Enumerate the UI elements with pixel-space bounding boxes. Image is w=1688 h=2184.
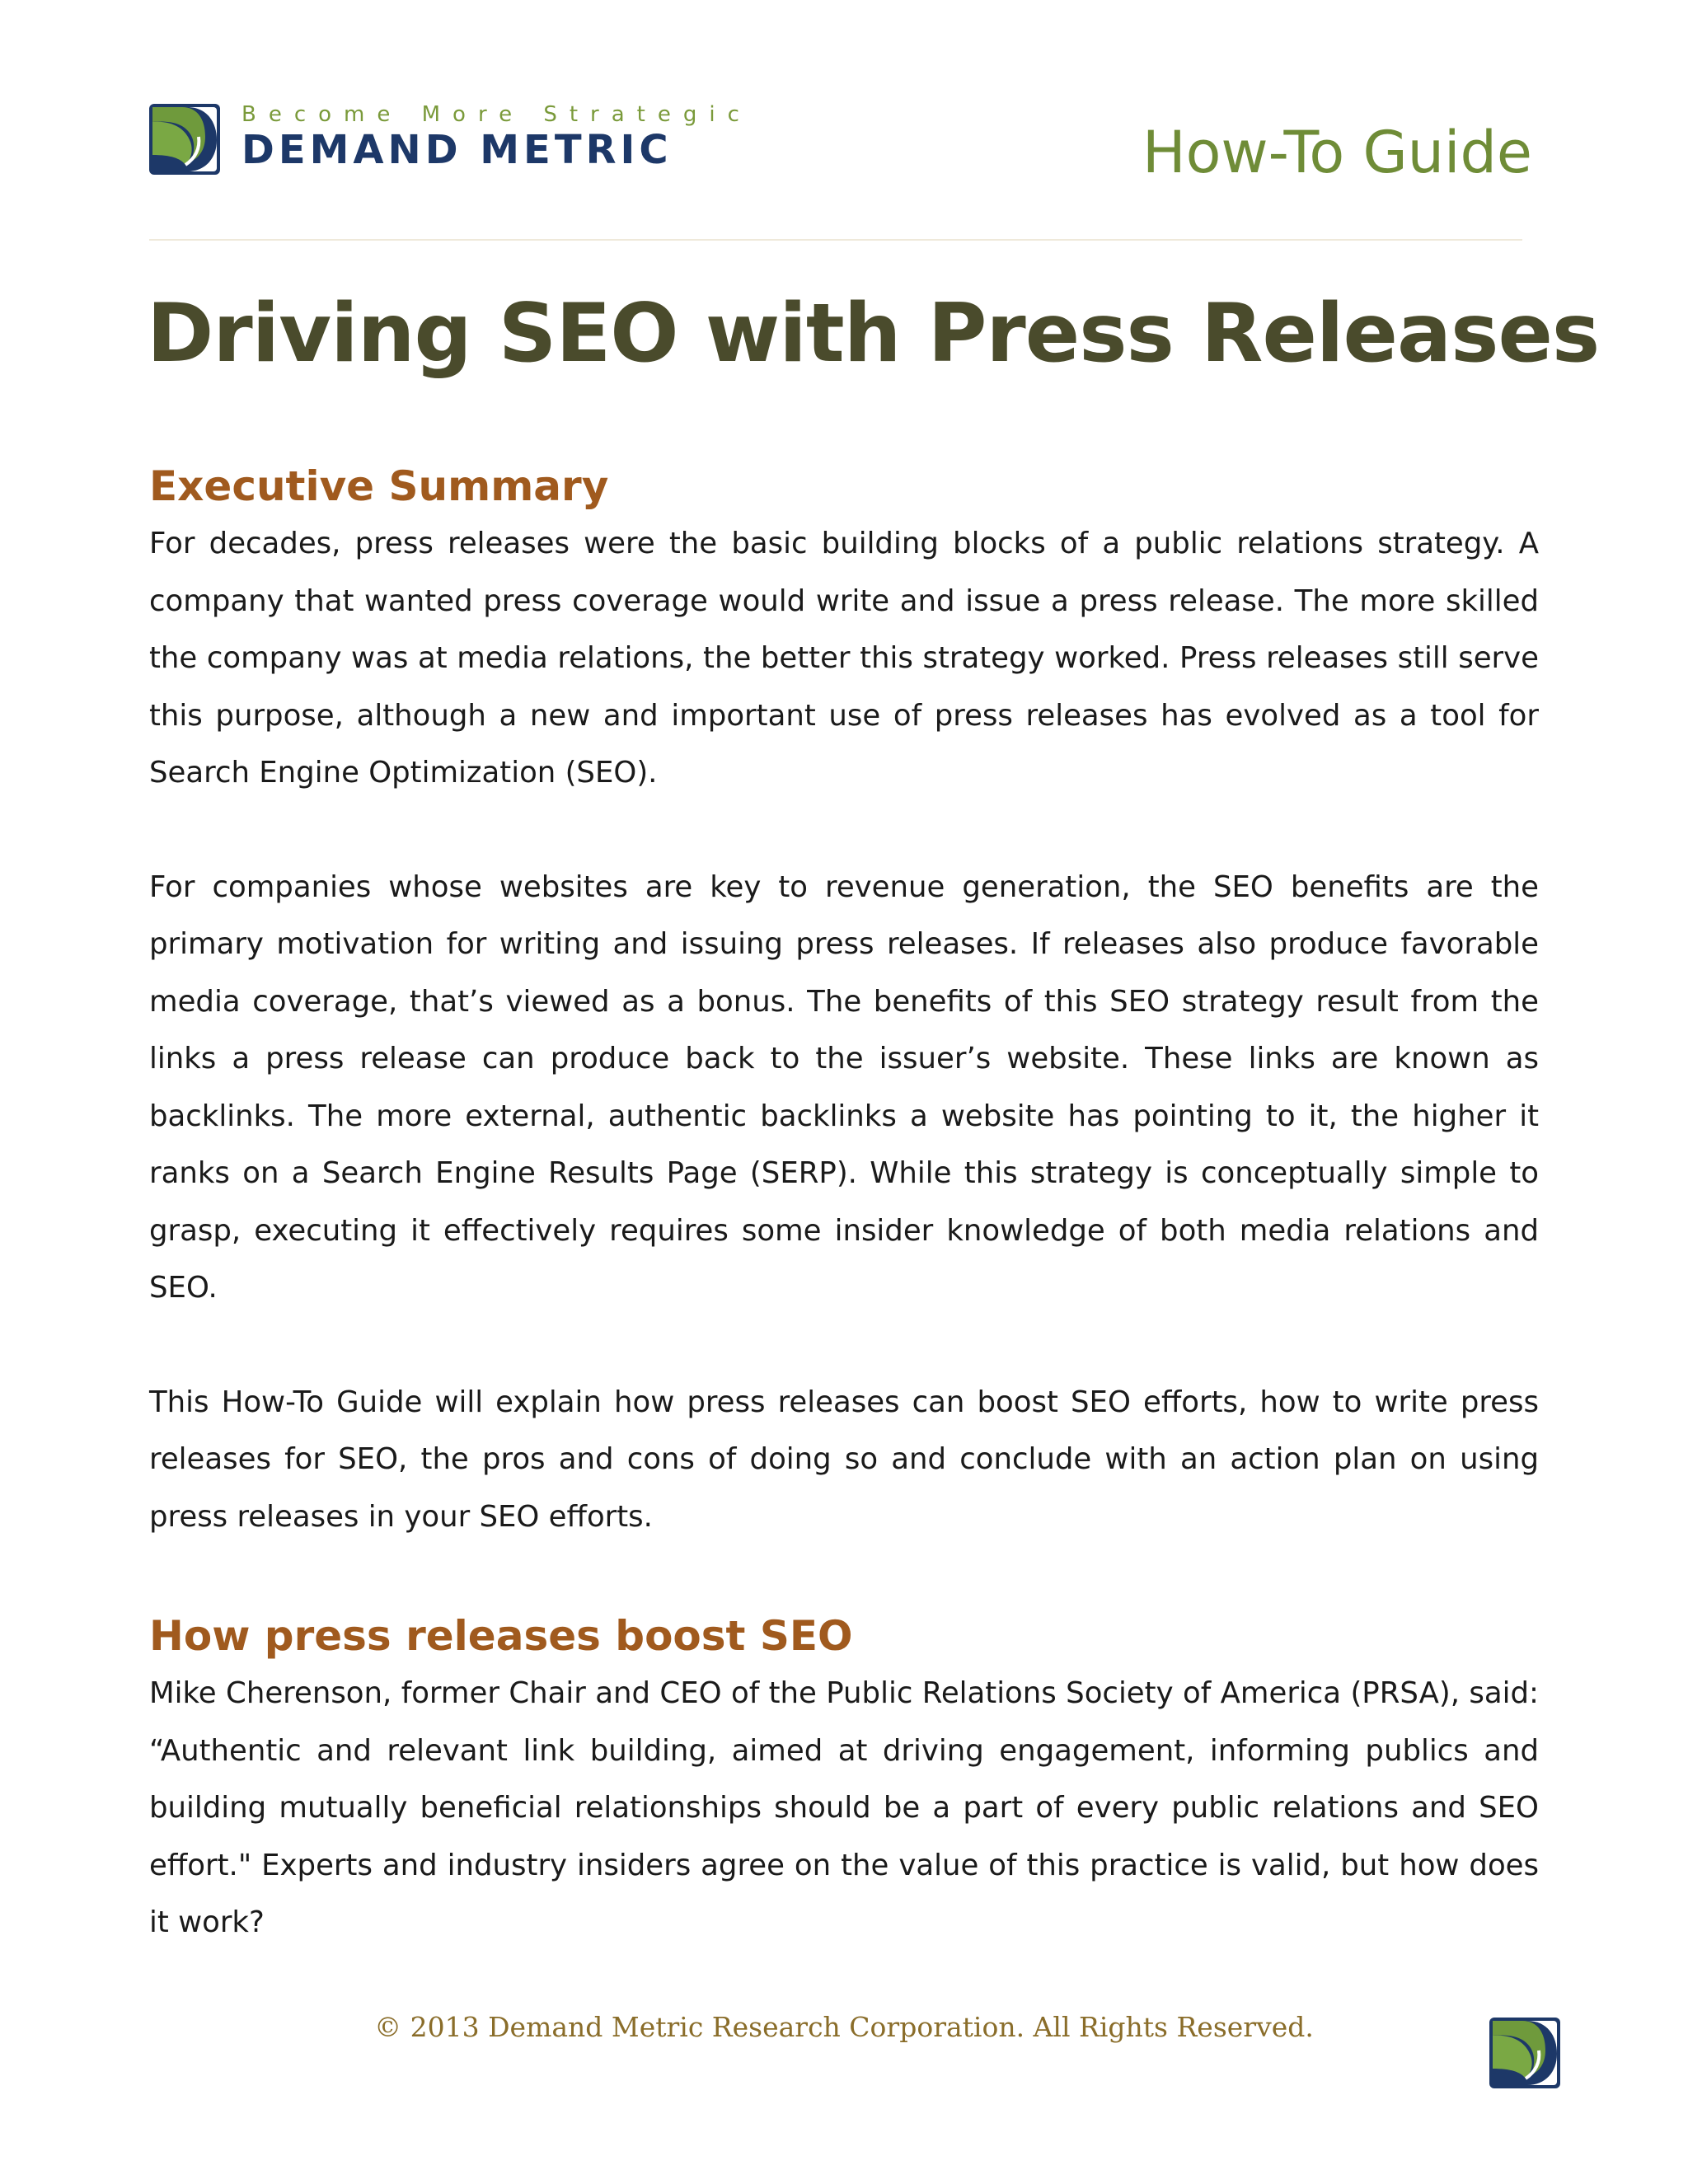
- page-header: [149, 99, 1532, 198]
- demand-metric-logo: [149, 102, 809, 185]
- header-divider: [149, 239, 1522, 241]
- footer-logo-mark-icon: [1489, 2018, 1560, 2088]
- page-title: Driving SEO with Press Releases: [147, 287, 1600, 381]
- footer-copyright: © 2013 Demand Metric Research Corporation. All Rights Reserved.: [374, 2011, 1314, 2043]
- paragraph: Mike Cherenson, former Chair and CEO of the Public Relations Society of America (PRSA), said: “Authentic and relevant link building, aimed at driving engagement, informing publics and building mutually beneficial relationships should be a part of every public relations and SEO effort." Experts and industry insiders agree on the value of this practice is valid, but how does it work?: [149, 1676, 1539, 1939]
- paragraph: This How-To Guide will explain how press releases can boost SEO efforts, how to write press releases for SEO, the pros and cons of doing so and conclude with an action plan on using press releases in your SEO efforts.: [149, 1385, 1539, 1534]
- document-body: [149, 457, 1539, 1952]
- paragraph: For decades, press releases were the basic building blocks of a public relations strategy. A company that wanted press coverage would write and issue a press release. The more skilled the company was at media relations, the better this strategy worked. Press releases still serve this purpose, although a new and important use of press releases has evolved as a tool for Search Engine Optimization (SEO).: [149, 527, 1539, 790]
- logo-brand-name: DEMAND METRIC: [241, 127, 673, 173]
- section-heading-how-press-releases-boost-seo: How press releases boost SEO: [149, 1612, 853, 1660]
- paragraph: For companies whose websites are key to revenue generation, the SEO benefits are the primary motivation for writing and issuing press releases. If releases also produce favorable media coverage, that’s viewed as a bonus. The benefits of this SEO strategy result from the links a press release can produce back to the issuer’s website. These links are known as backlinks. The more external, authentic backlinks a website has pointing to it, the higher it ranks on a Search Engine Results Page (SERP). While this strategy is conceptually simple to grasp, executing it effectively requires some insider knowledge of both media relations and SEO.: [149, 869, 1539, 1305]
- logo-tagline: Become More Strategic: [241, 102, 752, 127]
- document-type-label: How-To Guide: [1142, 119, 1532, 186]
- logo-mark-icon: [149, 104, 220, 175]
- section-heading-executive-summary: Executive Summary: [149, 462, 609, 510]
